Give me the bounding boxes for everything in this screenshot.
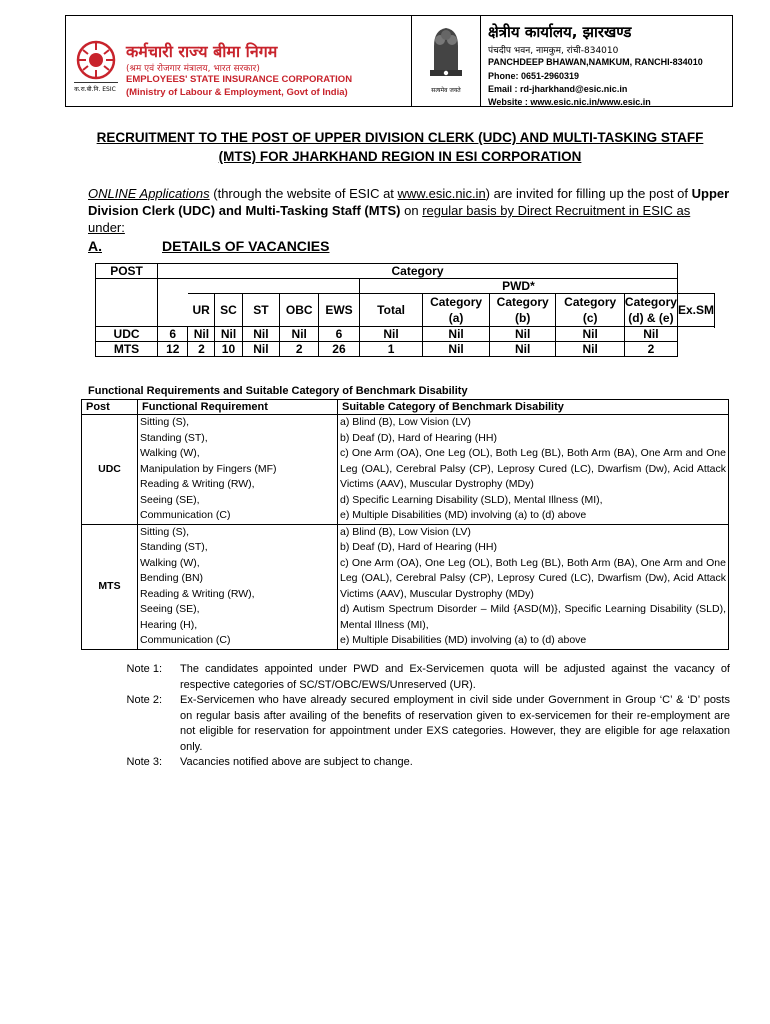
note-2: [95, 693, 730, 755]
col-exsm: Ex.SM: [677, 294, 714, 327]
disability-item: e) Multiple Disabilities (MD) involving (a) to (d) above: [340, 634, 587, 646]
table-row: [82, 524, 729, 649]
recruitment-basis-text: regular basis by Direct Recruitment in ESIC as under:: [88, 203, 691, 235]
intro-text: (through the website of ESIC at: [209, 186, 398, 201]
post-header: POST: [96, 264, 158, 279]
notes: [95, 662, 730, 771]
pwd-header: PWD*: [359, 279, 677, 294]
requirement-item: Communication (C): [140, 634, 231, 646]
category-blank: [188, 279, 359, 294]
col-pwd-b: Category (b): [489, 294, 556, 327]
requirement-item: Bending (BN): [140, 572, 204, 584]
post-cell: MTS: [96, 342, 158, 357]
category-header: Category: [158, 264, 678, 279]
posts-text: Upper Division Clerk (UDC) and Multi-Tasking Staff (MTS): [88, 186, 730, 218]
disability-item: b) Deaf (D), Hard of Hearing (HH): [340, 541, 497, 553]
disability-item: a) Blind (B), Low Vision (LV): [340, 416, 471, 428]
col-pwd-de: Category (d) & (e): [624, 295, 677, 325]
email[interactable]: Email : rd-jharkhand@esic.nic.in: [488, 84, 628, 94]
requirement-item: Reading & Writing (RW),: [140, 478, 255, 490]
address-hindi: पंचदीप भवन, नामकुम, रांची-834010: [488, 46, 619, 56]
value-cell: 2: [280, 342, 319, 357]
esic-identity: [66, 16, 411, 106]
col-pwd-a: Category (a): [423, 294, 490, 327]
table-row: [96, 342, 715, 357]
note-text: Vacancies notified above are subject to change.: [180, 756, 413, 768]
value-cell: Nil: [242, 327, 280, 342]
value-cell: Nil: [359, 327, 422, 342]
value-cell: Nil: [556, 342, 624, 357]
requirement-item: Communication (C): [140, 509, 231, 521]
disability-item: e) Multiple Disabilities (MD) involving (a) to (d) above: [340, 509, 587, 521]
value-cell: Nil: [242, 342, 280, 357]
emblem-caption: सत्यमेव जयते: [431, 87, 461, 94]
value-cell: 6: [319, 327, 360, 342]
title-line-1: RECRUITMENT TO THE POST OF UPPER DIVISION CLERK (UDC) AND MULTI-TASKING STAFF: [96, 130, 704, 145]
requirement-item: Seeing (SE),: [140, 493, 200, 506]
disability-item: d) Autism Spectrum Disorder – Mild {ASD(M)}, Specific Learning Disability (SLD), Mental Illness (MI),: [340, 603, 726, 631]
website[interactable]: Website : www.esic.nic.in/www.esic.in: [488, 97, 651, 107]
ministry-english: (Ministry of Labour & Employment, Govt of India): [126, 87, 348, 98]
value-cell: Nil: [624, 327, 677, 342]
requirement-item: Manipulation by Fingers (MF): [140, 462, 277, 475]
value-cell: 12: [158, 342, 188, 357]
online-applications-text: ONLINE Applications: [88, 186, 210, 201]
note-3: [95, 755, 730, 771]
office-contact: [480, 16, 732, 106]
value-cell: Nil: [489, 342, 556, 357]
table-row: [96, 327, 715, 342]
value-cell: 2: [188, 342, 215, 357]
office-title-hindi: क्षेत्रीय कार्यालय, झारखण्ड: [488, 23, 632, 41]
value-cell: Nil: [215, 327, 242, 342]
note-text: Ex-Servicemen who have already secured employment in civil side under Government in Group ‘C’ & ‘D’ posts on regular basis after availing of the benefits of reservation given to ex-servicemen for their re-employment are not eligible for reservation for appointment under EXS categories. However, they are eligible for age relaxation only.: [180, 694, 730, 753]
value-cell: 26: [319, 342, 360, 357]
col-ews: EWS: [319, 294, 360, 327]
disability-cell: [338, 415, 729, 525]
note-label: Note 1:: [126, 663, 162, 675]
functional-title: Functional Requirements and Suitable Category of Benchmark Disability: [88, 385, 468, 397]
col-st: ST: [242, 294, 280, 327]
col-sc: SC: [215, 294, 242, 327]
requirement-item: Sitting (S),: [140, 416, 190, 428]
disability-item: c) One Arm (OA), One Leg (OL), Both Leg (BL), Both Arm (BA), One Arm and One Leg (OAL), Cerebral Palsy (CP), Leprosy Cured (LC), Dwarfism (Dw), Acid Attack Victims (AAV), Muscular Dystrophy (MDy): [340, 556, 726, 600]
note-1: [95, 662, 730, 693]
post-header-blank: [96, 279, 158, 327]
requirement-cell: [138, 415, 338, 525]
post-cell: MTS: [82, 524, 138, 649]
col-total: Total: [359, 294, 422, 327]
note-label: Note 3:: [126, 756, 162, 768]
note-label: Note 2:: [126, 694, 162, 706]
disability-item: d) Specific Learning Disability (SLD), Mental Illness (MI),: [340, 493, 603, 506]
intro-text: on: [400, 203, 423, 218]
value-cell: Nil: [489, 327, 556, 342]
document-title: [70, 128, 730, 166]
col-ur: UR: [188, 294, 215, 327]
functional-table: [81, 399, 729, 650]
title-line-2: (MTS) FOR JHARKHAND REGION IN ESI CORPORATION: [218, 149, 582, 164]
requirement-item: Walking (W),: [140, 447, 200, 459]
disability-item: b) Deaf (D), Hard of Hearing (HH): [340, 431, 497, 444]
address-english: PANCHDEEP BHAWAN,NAMKUM, RANCHI-834010: [488, 57, 703, 67]
requirement-item: Reading & Writing (RW),: [140, 587, 255, 600]
fr-header-disability: Suitable Category of Benchmark Disability: [338, 400, 729, 415]
org-name-hindi: कर्मचारी राज्य बीमा निगम: [126, 42, 278, 61]
value-cell: 1: [359, 342, 422, 357]
disability-item: c) One Arm (OA), One Leg (OL), Both Leg (BL), Both Arm (BA), One Arm and One Leg (OAL), Cerebral Palsy (CP), Leprosy Cured (LC), Dwarfism (Dw), Acid Attack Victims (AAV), Muscular Dystrophy (MDy): [340, 447, 726, 490]
section-letter: A.: [88, 238, 102, 254]
post-cell: UDC: [82, 415, 138, 525]
value-cell: 2: [624, 342, 677, 357]
requirement-item: Standing (ST),: [140, 541, 208, 553]
value-cell: Nil: [556, 327, 624, 342]
logo-caption: क.रा.बी.नि. ESIC: [74, 86, 116, 93]
requirement-cell: [138, 524, 338, 649]
col-pwd-c: Category (c): [556, 294, 624, 327]
note-text: The candidates appointed under PWD and Ex-Servicemen quota will be adjusted against the vacancy of respective categories of SC/ST/OBC/EWS/Unreserved (UR).: [180, 663, 730, 691]
post-cell: UDC: [96, 327, 158, 342]
fr-header-requirement: Functional Requirement: [138, 400, 338, 415]
col-obc: OBC: [280, 294, 319, 327]
org-name-english: EMPLOYEES' STATE INSURANCE CORPORATION: [126, 74, 353, 85]
national-emblem: [411, 16, 481, 106]
letterhead: [65, 15, 733, 107]
category-blank: [158, 279, 188, 327]
esic-website-link[interactable]: www.esic.nic.in: [397, 186, 486, 201]
requirement-item: Seeing (SE),: [140, 603, 200, 615]
value-cell: 6: [158, 327, 188, 342]
ashoka-emblem-icon: [420, 22, 472, 84]
disability-item: a) Blind (B), Low Vision (LV): [340, 525, 471, 538]
section-heading: DETAILS OF VACANCIES: [162, 238, 330, 254]
intro-text: ) are invited for filling up the post of: [485, 186, 692, 201]
value-cell: Nil: [423, 327, 490, 342]
disability-cell: [338, 524, 729, 649]
phone: Phone: 0651-2960319: [488, 71, 580, 81]
requirement-item: Standing (ST),: [140, 431, 208, 444]
requirement-item: Sitting (S),: [140, 525, 190, 538]
fr-header-post: Post: [82, 400, 138, 415]
intro-paragraph: [88, 185, 730, 236]
table-row: [82, 415, 729, 525]
requirement-item: Walking (W),: [140, 556, 200, 569]
value-cell: Nil: [188, 327, 215, 342]
value-cell: Nil: [423, 342, 490, 357]
ministry-hindi: (श्रम एवं रोजगार मंत्रालय, भारत सरकार): [126, 64, 260, 74]
value-cell: 10: [215, 342, 242, 357]
requirement-item: Hearing (H),: [140, 618, 198, 631]
value-cell: Nil: [280, 327, 319, 342]
vacancy-table: [95, 263, 715, 357]
